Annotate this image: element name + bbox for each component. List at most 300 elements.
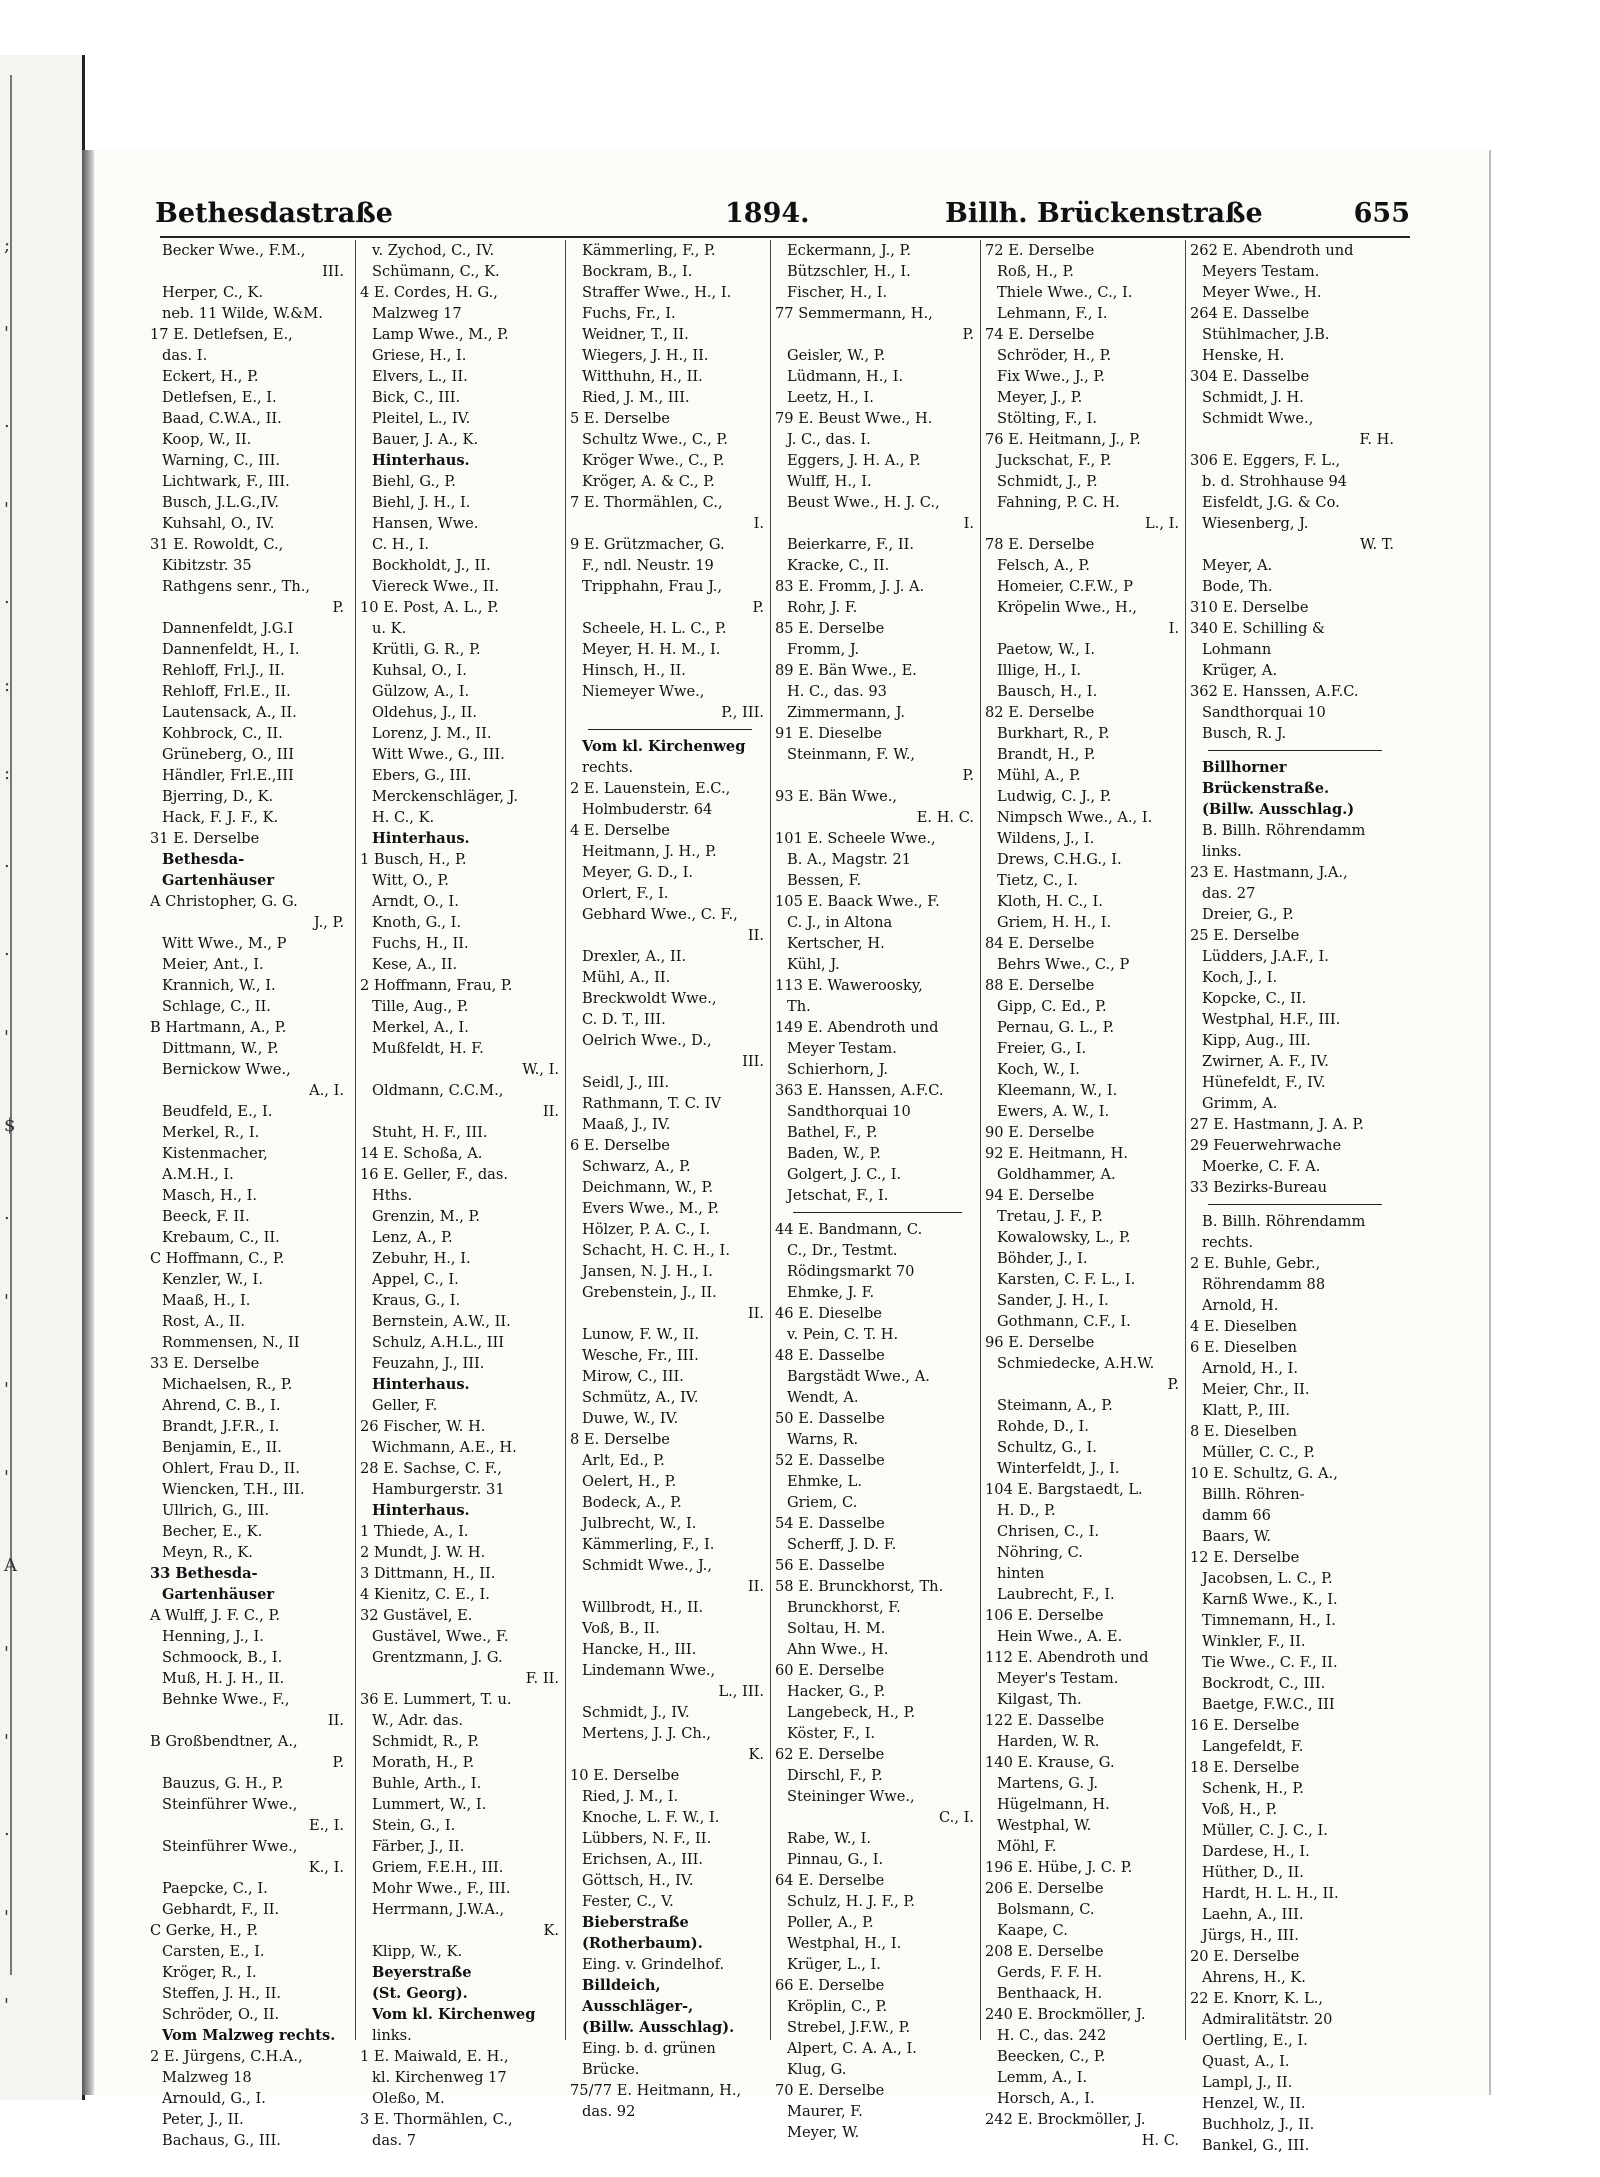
- directory-entry: Grüneberg, O., III: [162, 746, 294, 763]
- directory-entry: Brandt, H., P.: [997, 746, 1096, 763]
- directory-entry: 50 E. Dasselbe: [775, 1410, 885, 1427]
- directory-entry: Pinnau, G., I.: [787, 1851, 884, 1868]
- directory-entry: Wiencken, T.H., III.: [162, 1481, 305, 1498]
- directory-entry: 33 Bethesda-: [150, 1565, 258, 1582]
- margin-mark: ': [4, 1379, 9, 1400]
- margin-mark: A: [4, 1555, 17, 1576]
- directory-entry: 90 E. Derselbe: [985, 1124, 1095, 1141]
- directory-entry: Tripphahn, Frau J.,: [582, 578, 723, 595]
- directory-entry: J., P.: [313, 914, 344, 931]
- directory-entry: Tille, Aug., P.: [372, 998, 469, 1015]
- directory-entry: Ohlert, Frau D., II.: [162, 1460, 300, 1477]
- directory-entry: Erichsen, A., III.: [582, 1851, 704, 1868]
- directory-entry: Herper, C., K.: [162, 284, 264, 301]
- directory-entry: damm 66: [1202, 1507, 1271, 1524]
- directory-entry: W., I.: [522, 1061, 559, 1078]
- directory-entry: Winkler, F., II.: [1202, 1633, 1306, 1650]
- directory-entry: Wiesenberg, J.: [1202, 515, 1309, 532]
- directory-entry: Felsch, A., P.: [997, 557, 1090, 574]
- margin-mark: .: [4, 939, 10, 960]
- directory-entry: Billdeich,: [582, 1977, 661, 1994]
- directory-entry: Zebuhr, H., I.: [372, 1250, 471, 1267]
- directory-entry: P.: [332, 1754, 344, 1771]
- directory-entry: Behnke Wwe., F.,: [162, 1691, 290, 1708]
- directory-entry: Soltau, H. M.: [787, 1620, 886, 1637]
- directory-entry: Breckwoldt Wwe.,: [582, 990, 717, 1007]
- directory-entry: Eckert, H., P.: [162, 368, 259, 385]
- directory-entry: Voß, B., II.: [582, 1620, 660, 1637]
- directory-entry: Brückenstraße.: [1202, 780, 1330, 797]
- directory-entry: Sandthorquai 10: [1202, 704, 1326, 721]
- directory-entry: Scherff, J. D. F.: [787, 1536, 897, 1553]
- section-rule: [1208, 750, 1382, 751]
- directory-entry: Westphal, H., I.: [787, 1935, 902, 1952]
- directory-entry: Schröder, O., II.: [162, 2006, 280, 2023]
- directory-entry: Muß, H. J. H., II.: [162, 1670, 285, 1687]
- directory-entry: Kowalowsky, L., P.: [997, 1229, 1131, 1246]
- directory-entry: Schmoock, B., I.: [162, 1649, 283, 1666]
- directory-entry: Henske, H.: [1202, 347, 1285, 364]
- directory-entry: Hinsch, H., II.: [582, 662, 686, 679]
- directory-entry: Knoth, G., I.: [372, 914, 462, 931]
- directory-entry: 4 Kienitz, C. E., I.: [360, 1586, 490, 1603]
- directory-entry: III.: [742, 1053, 764, 1070]
- directory-entry: 310 E. Derselbe: [1190, 599, 1309, 616]
- directory-entry: 208 E. Derselbe: [985, 1943, 1104, 1960]
- directory-entry: Benthaack, H.: [997, 1985, 1103, 2002]
- directory-entry: A., I.: [309, 1082, 344, 1099]
- directory-entry: Bockholdt, J., II.: [372, 557, 491, 574]
- directory-entry: C Gerke, H., P.: [150, 1922, 258, 1939]
- directory-entry: Henzel, W., II.: [1202, 2095, 1306, 2112]
- directory-entry: Meyer's Testam.: [997, 1670, 1119, 1687]
- directory-entry: 264 E. Dasselbe: [1190, 305, 1310, 322]
- directory-entry: 84 E. Derselbe: [985, 935, 1095, 952]
- directory-entry: 4 E. Derselbe: [570, 822, 670, 839]
- directory-entry: Sander, J. H., I.: [997, 1292, 1109, 1309]
- directory-entry: Kuhsal, O., I.: [372, 662, 467, 679]
- directory-entry: Paepcke, C., I.: [162, 1880, 268, 1897]
- directory-entry: C., Dr., Testmt.: [787, 1242, 898, 1259]
- directory-entry: A Wulff, J. F. C., P.: [150, 1607, 280, 1624]
- directory-entry: Malzweg 18: [162, 2069, 252, 2086]
- directory-entry: Ludwig, C. J., P.: [997, 788, 1112, 805]
- directory-entry: 2 Mundt, J. W. H.: [360, 1544, 486, 1561]
- directory-entry: Vom kl. Kirchenweg: [582, 738, 746, 755]
- directory-entry: Maaß, J., IV.: [582, 1116, 671, 1133]
- directory-entry: Gebhardt, F., II.: [162, 1901, 280, 1918]
- directory-entry: Merkel, R., I.: [162, 1124, 260, 1141]
- directory-entry: Merkel, A., I.: [372, 1019, 469, 1036]
- directory-entry: Bernstein, A.W., II.: [372, 1313, 511, 1330]
- directory-entry: Schultz Wwe., C., P.: [582, 431, 728, 448]
- directory-entry: Oldmann, C.C.M.,: [372, 1082, 504, 1099]
- directory-entry: 106 E. Derselbe: [985, 1607, 1104, 1624]
- directory-entry: Steinmann, F. W.,: [787, 746, 916, 763]
- directory-entry: Langefeldt, F.: [1202, 1738, 1304, 1755]
- directory-entry: Bathel, F., P.: [787, 1124, 878, 1141]
- directory-entry: Hardt, H. L. H., II.: [1202, 1885, 1339, 1902]
- directory-entry: 75/77 E. Heitmann, H.,: [570, 2082, 742, 2099]
- directory-entry: Baden, W., P.: [787, 1145, 881, 1162]
- directory-entry: Wildens, J., I.: [997, 830, 1095, 847]
- directory-entry: Rathmann, T. C. IV: [582, 1095, 721, 1112]
- directory-entry: 140 E. Krause, G.: [985, 1754, 1115, 1771]
- directory-entry: 26 Fischer, W. H.: [360, 1418, 486, 1435]
- directory-entry: I.: [1168, 620, 1179, 637]
- directory-entry: Kese, A., II.: [372, 956, 458, 973]
- directory-entry: Herrmann, J.W.A.,: [372, 1901, 505, 1918]
- directory-entry: Schmidt, R., P.: [372, 1733, 479, 1750]
- directory-entry: Billhorner: [1202, 759, 1287, 776]
- directory-entry: 29 Feuerwehrwache: [1190, 1137, 1342, 1154]
- directory-entry: kl. Kirchenweg 17: [372, 2069, 507, 2086]
- directory-entry: Benjamin, E., II.: [162, 1439, 282, 1456]
- directory-entry: Zimmermann, J.: [787, 704, 906, 721]
- directory-entry: Klipp, W., K.: [372, 1943, 463, 1960]
- directory-entry: Arndt, O., I.: [372, 893, 459, 910]
- directory-entry: Meyer Testam.: [787, 1040, 897, 1057]
- directory-entry: II.: [747, 927, 764, 944]
- directory-entry: 3 Dittmann, H., II.: [360, 1565, 496, 1582]
- directory-entry: Kipp, Aug., III.: [1202, 1032, 1311, 1049]
- directory-entry: Lunow, F. W., II.: [582, 1326, 699, 1343]
- directory-entry: 36 E. Lummert, T. u.: [360, 1691, 512, 1708]
- directory-entry: C Hoffmann, C., P.: [150, 1250, 285, 1267]
- directory-entry: Biehl, J. H., I.: [372, 494, 471, 511]
- directory-entry: Masch, H., I.: [162, 1187, 258, 1204]
- directory-entry: Schwarz, A., P.: [582, 1158, 691, 1175]
- directory-entry: J. C., das. I.: [787, 431, 871, 448]
- directory-entry: Horsch, A., I.: [997, 2090, 1095, 2107]
- directory-entry: Lüdders, J.A.F., I.: [1202, 948, 1329, 965]
- header-year: 1894.: [725, 198, 810, 229]
- directory-entry: 78 E. Derselbe: [985, 536, 1095, 553]
- directory-entry: Geisler, W., P.: [787, 347, 886, 364]
- directory-entry: Detlefsen, E., I.: [162, 389, 277, 406]
- directory-entry: Ausschläger-,: [582, 1998, 694, 2015]
- directory-entry: Stuht, H. F., III.: [372, 1124, 488, 1141]
- directory-entry: 27 E. Hastmann, J. A. P.: [1190, 1116, 1364, 1133]
- directory-entry: 12 E. Derselbe: [1190, 1549, 1300, 1566]
- directory-entry: Karsten, C. F. L., I.: [997, 1271, 1136, 1288]
- directory-entry: P.: [1167, 1376, 1179, 1393]
- directory-entry: Kenzler, W., I.: [162, 1271, 263, 1288]
- directory-entry: Ahrens, H., K.: [1202, 1969, 1306, 1986]
- directory-entry: Busch, J.L.G.,IV.: [162, 494, 279, 511]
- directory-entry: Witt Wwe., M., P: [162, 935, 287, 952]
- margin-mark: .: [4, 1203, 10, 1224]
- directory-entry: Eckermann, J., P.: [787, 242, 912, 259]
- directory-entry: Hein Wwe., A. E.: [997, 1628, 1123, 1645]
- directory-entry: Oelert, H., P.: [582, 1473, 677, 1490]
- directory-entry: Ried, J. M., III.: [582, 389, 690, 406]
- directory-entry: Grebenstein, J., II.: [582, 1284, 717, 1301]
- directory-entry: Möhl, F.: [997, 1838, 1057, 1855]
- directory-entry: Behrs Wwe., C., P: [997, 956, 1130, 973]
- directory-entry: Dannenfeldt, H., I.: [162, 641, 300, 658]
- directory-entry: Lorenz, J. M., II.: [372, 725, 492, 742]
- directory-entry: Hinterhaus.: [372, 1502, 470, 1519]
- directory-entry: 31 E. Rowoldt, C.,: [150, 536, 284, 553]
- directory-entry: Bjerring, D., K.: [162, 788, 274, 805]
- directory-entry: Dirschl, F., P.: [787, 1767, 883, 1784]
- directory-entry: Moerke, C. F. A.: [1202, 1158, 1321, 1175]
- directory-entry: A Christopher, G. G.: [150, 893, 298, 910]
- directory-entry: Schultz, G., I.: [997, 1439, 1097, 1456]
- directory-entry: Voß, H., P.: [1202, 1801, 1278, 1818]
- directory-entry: Meyer, A.: [1202, 557, 1273, 574]
- directory-entry: Wesche, Fr., III.: [582, 1347, 699, 1364]
- directory-entry: Bieberstraße: [582, 1914, 689, 1931]
- directory-entry: Kertscher, H.: [787, 935, 885, 952]
- directory-entry: rechts.: [1202, 1234, 1254, 1251]
- previous-page-edge: [0, 55, 85, 2100]
- directory-entry: Bachaus, G., III.: [162, 2132, 281, 2149]
- directory-entry: Juckschat, F., P.: [997, 452, 1112, 469]
- directory-entry: F. H.: [1359, 431, 1394, 448]
- directory-entry: Becher, E., K.: [162, 1523, 263, 1540]
- directory-entry: 66 E. Derselbe: [775, 1977, 885, 1994]
- page-number: 655: [1353, 198, 1410, 229]
- directory-entry: 362 E. Hanssen, A.F.C.: [1190, 683, 1359, 700]
- directory-entry: Hancke, H., III.: [582, 1641, 697, 1658]
- directory-entry: Martens, G. J.: [997, 1775, 1099, 1792]
- directory-entry: Beudfeld, E., I.: [162, 1103, 273, 1120]
- directory-entry: Steininger Wwe.,: [787, 1788, 915, 1805]
- directory-entry: Julbrecht, W., I.: [582, 1515, 697, 1532]
- directory-entry: Schmiedecke, A.H.W.: [997, 1355, 1155, 1372]
- directory-entry: I.: [753, 515, 764, 532]
- directory-entry: Wichmann, A.E., H.: [372, 1439, 517, 1456]
- directory-entry: Fuchs, Fr., I.: [582, 305, 676, 322]
- directory-entry: Göttsch, H., IV.: [582, 1872, 694, 1889]
- directory-entry: 7 E. Thormählen, C.,: [570, 494, 723, 511]
- directory-entry: Th.: [787, 998, 811, 1015]
- directory-entry: Mühl, A., P.: [997, 767, 1081, 784]
- directory-entry: 16 E. Geller, F., das.: [360, 1166, 508, 1183]
- directory-entry: 33 Bezirks-Bureau: [1190, 1179, 1328, 1196]
- margin-mark: .: [4, 587, 10, 608]
- directory-entry: 10 E. Schultz, G. A.,: [1190, 1465, 1338, 1482]
- directory-entry: Buhle, Arth., I.: [372, 1775, 482, 1792]
- directory-entry: b. d. Strohhause 94: [1202, 473, 1348, 490]
- directory-entry: Tretau, J. F., P.: [997, 1208, 1103, 1225]
- directory-entry: Schümann, C., K.: [372, 263, 500, 280]
- directory-entry: Eggers, J. H. A., P.: [787, 452, 921, 469]
- directory-entry: Buchholz, J., II.: [1202, 2116, 1315, 2133]
- directory-entry: Witt Wwe., G., III.: [372, 746, 505, 763]
- directory-entry: P.: [332, 599, 344, 616]
- directory-entry: Lummert, W., I.: [372, 1796, 487, 1813]
- column-4: [770, 240, 980, 2141]
- directory-entry: Feuzahn, J., III.: [372, 1355, 485, 1372]
- directory-entry: Bode, Th.: [1202, 578, 1273, 595]
- directory-entry: Meyers Testam.: [1202, 263, 1320, 280]
- directory-entry: Karnß Wwe., K., I.: [1202, 1591, 1338, 1608]
- directory-entry: 10 E. Post, A. L., P.: [360, 599, 499, 616]
- directory-entry: links.: [1202, 843, 1242, 860]
- directory-entry: Homeier, C.F.W., P: [997, 578, 1133, 595]
- directory-entry: 83 E. Fromm, J. J. A.: [775, 578, 925, 595]
- directory-entry: 8 E. Derselbe: [570, 1431, 670, 1448]
- directory-entry: 92 E. Heitmann, H.: [985, 1145, 1129, 1162]
- column-3: [565, 240, 770, 2120]
- directory-entry: Eing. v. Grindelhof.: [582, 1956, 725, 1973]
- directory-entry: W. T.: [1360, 536, 1394, 553]
- directory-entry: Bockrodt, C., III.: [1202, 1675, 1326, 1692]
- directory-entry: Baetge, F.W.C., III: [1202, 1696, 1335, 1713]
- directory-entry: Brunckhorst, F.: [787, 1599, 901, 1616]
- directory-entry: Hüther, D., II.: [1202, 1864, 1304, 1881]
- directory-entry: Beyerstraße: [372, 1964, 472, 1981]
- directory-entry: Arnold, H.: [1202, 1297, 1279, 1314]
- directory-entry: C., I.: [939, 1809, 974, 1826]
- directory-entry: Gustävel, Wwe., F.: [372, 1628, 509, 1645]
- directory-entry: 70 E. Derselbe: [775, 2082, 885, 2099]
- directory-entry: Krüger, A.: [1202, 662, 1278, 679]
- directory-entry: Klatt, P., III.: [1202, 1402, 1290, 1419]
- directory-entry: Drexler, A., II.: [582, 948, 687, 965]
- directory-entry: Kuhsahl, O., IV.: [162, 515, 275, 532]
- directory-entry: Roß, H., P.: [997, 263, 1074, 280]
- directory-entry: Morath, H., P.: [372, 1754, 475, 1771]
- directory-entry: Kröpelin Wwe., H.,: [997, 599, 1138, 616]
- margin-mark: ': [4, 1467, 9, 1488]
- directory-entry: Händler, Frl.E.,III: [162, 767, 294, 784]
- directory-entry: Fischer, H., I.: [787, 284, 888, 301]
- directory-entry: 122 E. Dasselbe: [985, 1712, 1105, 1729]
- directory-entry: Kibitzstr. 35: [162, 557, 252, 574]
- directory-entry: Admiralitätstr. 20: [1202, 2011, 1333, 2028]
- directory-entry: Vom kl. Kirchenweg: [372, 2006, 536, 2023]
- directory-entry: 16 E. Derselbe: [1190, 1717, 1300, 1734]
- directory-entry: Duwe, W., IV.: [582, 1410, 679, 1427]
- directory-entry: 58 E. Brunckhorst, Th.: [775, 1578, 944, 1595]
- directory-entry: 94 E. Derselbe: [985, 1187, 1095, 1204]
- directory-entry: 96 E. Derselbe: [985, 1334, 1095, 1351]
- directory-entry: 76 E. Heitmann, J., P.: [985, 431, 1141, 448]
- directory-entry: Krütli, G. R., P.: [372, 641, 481, 658]
- directory-entry: B. Billh. Röhrendamm: [1202, 822, 1366, 839]
- directory-entry: Henning, J., I.: [162, 1628, 264, 1645]
- directory-entry: Lüdmann, H., I.: [787, 368, 904, 385]
- directory-entry: Illige, H., I.: [997, 662, 1082, 679]
- directory-entry: Bockram, B., I.: [582, 263, 693, 280]
- column-5: [980, 240, 1185, 2149]
- directory-entry: Fromm, J.: [787, 641, 860, 658]
- directory-entry: Meyn, R., K.: [162, 1544, 253, 1561]
- directory-entry: E. H. C.: [916, 809, 974, 826]
- directory-entry: Bankel, G., III.: [1202, 2137, 1310, 2154]
- directory-entry: Carsten, E., I.: [162, 1943, 265, 1960]
- directory-entry: 91 E. Dieselbe: [775, 725, 882, 742]
- directory-entry: Kloth, H. C., I.: [997, 893, 1103, 910]
- directory-entry: Kistenmacher,: [162, 1145, 268, 1162]
- directory-entry: 196 E. Hübe, J. C. P.: [985, 1859, 1133, 1876]
- directory-entry: (Billw. Ausschlag).: [582, 2019, 735, 2036]
- directory-entry: Willbrodt, H., II.: [582, 1599, 704, 1616]
- directory-entry: I.: [963, 515, 974, 532]
- directory-entry: Pleitel, L., IV.: [372, 410, 471, 427]
- directory-entry: Witt, O., P.: [372, 872, 449, 889]
- directory-entry: 2 E. Lauenstein, E.C.,: [570, 780, 731, 797]
- directory-entry: II.: [327, 1712, 344, 1729]
- directory-entry: Kröger, R., I.: [162, 1964, 257, 1981]
- directory-entry: 2 Hoffmann, Frau, P.: [360, 977, 513, 994]
- directory-entry: 64 E. Derselbe: [775, 1872, 885, 1889]
- directory-entry: 6 E. Derselbe: [570, 1137, 670, 1154]
- directory-entry: H. C., K.: [372, 809, 435, 826]
- directory-entry: Michaelsen, R., P.: [162, 1376, 293, 1393]
- directory-entry: Schmütz, A., IV.: [582, 1389, 699, 1406]
- directory-entry: Griem, H. H., I.: [997, 914, 1112, 931]
- directory-entry: Ebers, G., III.: [372, 767, 472, 784]
- directory-entry: Bargstädt Wwe., A.: [787, 1368, 930, 1385]
- directory-entry: Freier, G., I.: [997, 1040, 1087, 1057]
- directory-entry: Oelrich Wwe., D.,: [582, 1032, 712, 1049]
- directory-entry: C. J., in Altona: [787, 914, 893, 931]
- directory-entry: 149 E. Abendroth und: [775, 1019, 939, 1036]
- directory-entry: Steimann, A., P.: [997, 1397, 1113, 1414]
- directory-entry: Timnemann, H., I.: [1202, 1612, 1336, 1629]
- directory-entry: Beecken, C., P.: [997, 2048, 1106, 2065]
- directory-entry: Bernickow Wwe.,: [162, 1061, 291, 1078]
- directory-entry: F. II.: [525, 1670, 559, 1687]
- directory-entry: Rommensen, N., II: [162, 1334, 300, 1351]
- directory-entry: Evers Wwe., M., P.: [582, 1200, 720, 1217]
- directory-entry: Schmidt Wwe., J.,: [582, 1557, 712, 1574]
- directory-entry: Müller, C. C., P.: [1202, 1444, 1315, 1461]
- directory-entry: A.M.H., I.: [162, 1166, 234, 1183]
- directory-entry: Meyer, H. H. M., I.: [582, 641, 721, 658]
- directory-entry: Oleßo, M.: [372, 2090, 445, 2107]
- directory-entry: Koch, J., I.: [1202, 969, 1278, 986]
- directory-entry: 240 E. Brockmöller, J.: [985, 2006, 1146, 2023]
- directory-entry: Röhrendamm 88: [1202, 1276, 1326, 1293]
- directory-entry: Beeck, F. II.: [162, 1208, 250, 1225]
- directory-entry: 105 E. Baack Wwe., F.: [775, 893, 940, 910]
- directory-entry: 6 E. Dieselben: [1190, 1339, 1298, 1356]
- directory-entry: Nöhring, C.: [997, 1544, 1083, 1561]
- margin-mark: ;: [4, 235, 11, 256]
- directory-entry: Oldehus, J., II.: [372, 704, 477, 721]
- directory-entry: Ehmke, L.: [787, 1473, 862, 1490]
- directory-entry: 28 E. Sachse, C. F.,: [360, 1460, 502, 1477]
- column-6: [1185, 240, 1400, 2154]
- directory-entry: P.: [752, 599, 764, 616]
- directory-entry: Hacker, G., P.: [787, 1683, 886, 1700]
- directory-entry: Schierhorn, J.: [787, 1061, 889, 1078]
- directory-entry: Brücke.: [582, 2061, 640, 2078]
- directory-entry: Schmidt, J. H.: [1202, 389, 1304, 406]
- directory-entry: Oertling, E., I.: [1202, 2032, 1308, 2049]
- directory-entry: Mertens, J. J. Ch.,: [582, 1725, 712, 1742]
- directory-entry: Jetschat, F., I.: [787, 1187, 889, 1204]
- directory-entry: Meyer, W.: [787, 2124, 860, 2141]
- directory-entry: II.: [747, 1578, 764, 1595]
- directory-entry: Grimm, A.: [1202, 1095, 1278, 1112]
- directory-entry: B. Billh. Röhrendamm: [1202, 1213, 1366, 1230]
- directory-entry: 60 E. Derselbe: [775, 1662, 885, 1679]
- header-left-street: Bethesdastraße: [155, 198, 393, 229]
- directory-entry: Kröplin, C., P.: [787, 1998, 888, 2015]
- directory-entry: Eing. b. d. grünen: [582, 2040, 716, 2057]
- directory-entry: Gerds, F. F. H.: [997, 1964, 1103, 1981]
- directory-entry: Färber, J., II.: [372, 1838, 465, 1855]
- section-rule: [1208, 1204, 1382, 1205]
- directory-entry: H. D., P.: [997, 1502, 1056, 1519]
